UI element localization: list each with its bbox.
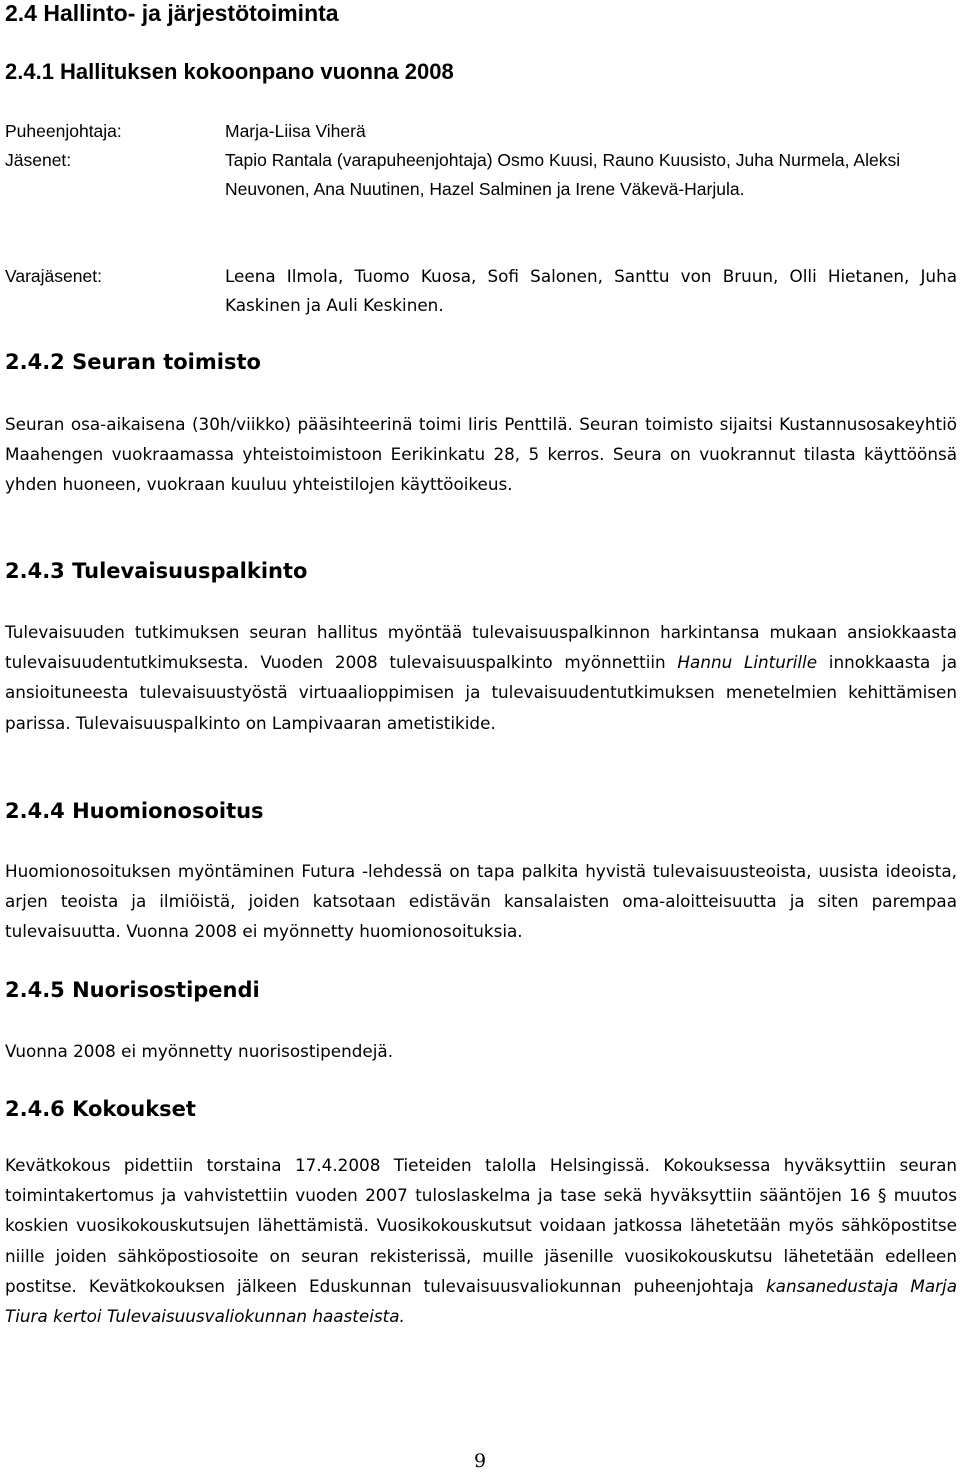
label-deputies: Varajäsenet: (5, 266, 102, 286)
office-paragraph: Seuran osa-aikaisena (30h/viikko) pääsihteerinä toimi Iiris Penttilä. Seuran toimisto sijaitsi Kustannusosakeyhtiö Maahengen vuokraamassa yhteistoimistoon Eerikinkatu 28, 5 kerros. Seura on vuokrannut tilasta käyttöönsä yhden huoneen, vuokraan kuuluu yhteistilojen käyttöoikeus. (5, 414, 957, 495)
page-number: 9 (473, 1450, 487, 1472)
award-paragraph: Tulevaisuuden tutkimuksen seuran hallitus myöntää tulevaisuuspalkinnon harkintansa mukaan ansiokkaasta tulevaisuudentutkimuksesta. Vuoden 2008 tulevaisuuspalkinto myönnettiin Hannu Linturille innokkaasta ja ansioituneesta tulevaisuustyöstä virtuaalioppimisen ja tulevaisuudentutkimuksen menetelmien kehittämisen parissa. Tulevaisuuspalkinto on Lampivaaran ametistikide. (5, 622, 957, 733)
section-title: 2.4 Hallinto- ja järjestötoiminta (5, 0, 339, 26)
awardee-name: Hannu Linturille (677, 652, 818, 673)
heading-2-4-5: 2.4.5 Nuorisostipendi (5, 978, 260, 1002)
heading-2-4-2: 2.4.2 Seuran toimisto (5, 350, 261, 374)
label-members: Jäsenet: (5, 150, 72, 170)
meetings-paragraph: Kevätkokous pidettiin torstaina 17.4.2008 Tieteiden talolla Helsingissä. Kokouksessa hyväksyttiin seuran toimintakertomus ja vahvistettiin vuoden 2007 tuloslaskelma ja tase sekä hyväksyttiin sääntöjen 16 § muutos koskien vuosikokouskutsujen lähettämistä. Vuosikokouskutsut voidaan jatkossa lähetetään myös sähköpostitse niille joiden sähköpostiosoite on seuran rekisterissä, muille jäsenille vuosikokouskutsu lähetetään edelleen postitse. Kevätkokouksen jälkeen Eduskunnan tulevaisuusvaliokunnan puheenjohtaja kansanedustaja Marja Tiura kertoi Tulevaisuusvaliokunnan haasteista. (5, 1155, 958, 1327)
value-deputies: Leena Ilmola, Tuomo Kuosa, Sofi Salonen, Santtu von Bruun, Olli Hietanen, Juha Kaskinen ja Auli Keskinen. (225, 266, 957, 315)
recognition-paragraph: Huomionosoituksen myöntäminen Futura -lehdessä on tapa palkita hyvistä tulevaisuusteoista, uusista ideoista, arjen teoista ja ilmiöistä, joiden katsotaan edistävän kansalaisten oma-aloitteisuutta ja siten parempaa tulevaisuutta. Vuonna 2008 ei myönnetty huomionosoituksia. (5, 861, 957, 942)
heading-2-4-6: 2.4.6 Kokoukset (5, 1097, 196, 1121)
value-chair: Marja-Liisa Viherä (225, 121, 366, 141)
heading-2-4-3: 2.4.3 Tulevaisuuspalkinto (5, 559, 308, 583)
scholarship-paragraph: Vuonna 2008 ei myönnetty nuorisostipendejä. (5, 1041, 394, 1061)
value-members: Tapio Rantala (varapuheenjohtaja) Osmo Kuusi, Rauno Kuusisto, Juha Nurmela, Aleksi Neuvonen, Ana Nuutinen, Hazel Salminen ja Irene Väkevä-Harjula. (225, 150, 901, 199)
label-chair: Puheenjohtaja: (5, 121, 122, 141)
heading-2-4-1: 2.4.1 Hallituksen kokoonpano vuonna 2008 (5, 59, 454, 84)
heading-2-4-4: 2.4.4 Huomionosoitus (5, 799, 264, 823)
board-table (5, 117, 957, 327)
